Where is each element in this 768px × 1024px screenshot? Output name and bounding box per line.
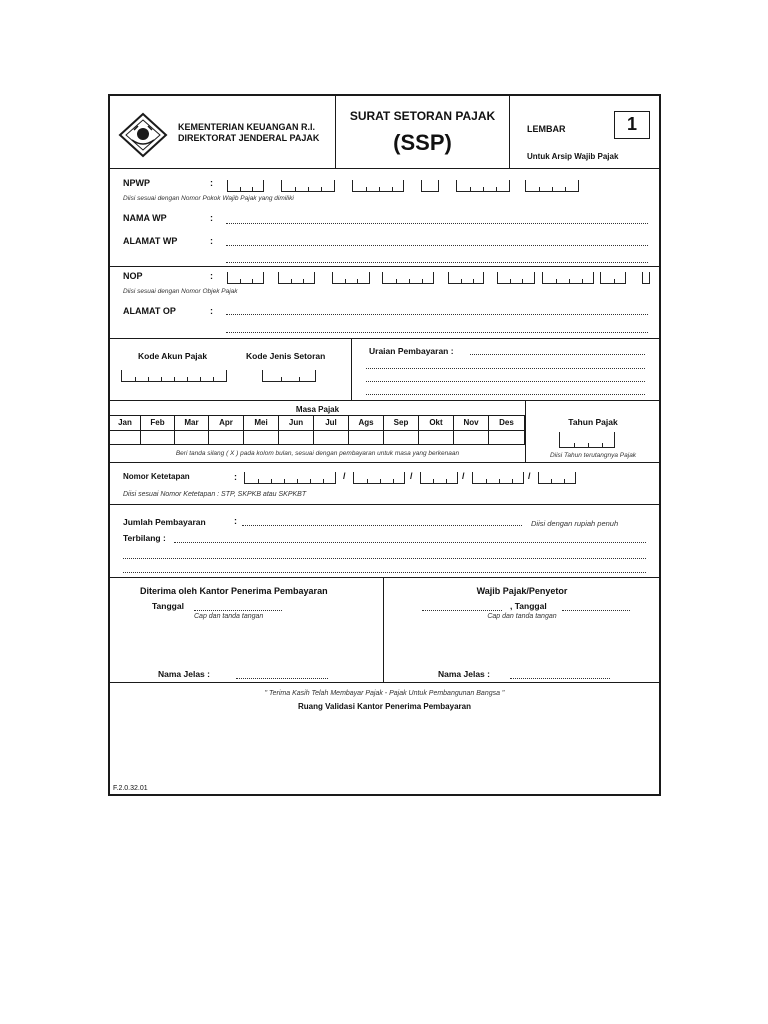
penerima-nama-jelas-label: Nama Jelas : <box>158 669 210 679</box>
month-apr: Apr <box>209 416 244 430</box>
uraian-field-4[interactable] <box>366 394 645 395</box>
alamat-wp-label: ALAMAT WP <box>123 236 178 246</box>
ketetapan-box-3[interactable] <box>420 472 458 484</box>
ketetapan-box-4[interactable] <box>472 472 524 484</box>
npwp-label: NPWP <box>123 178 150 188</box>
month-cell-mar[interactable] <box>175 430 209 444</box>
npwp-box-1[interactable] <box>227 180 264 192</box>
month-cell-jun[interactable] <box>279 430 314 444</box>
nop-box-6[interactable] <box>497 272 535 284</box>
wajib-pajak-place-field[interactable] <box>422 610 502 611</box>
directorate-name: DIREKTORAT JENDERAL PAJAK <box>178 133 320 143</box>
wajib-pajak-title: Wajib Pajak/Penyetor <box>476 586 568 596</box>
uraian-field-3[interactable] <box>366 381 645 382</box>
npwp-box-6[interactable] <box>525 180 579 192</box>
jumlah-pembayaran-field[interactable] <box>242 525 522 526</box>
npwp-hint: Diisi sesuai dengan Nomor Pokok Wajib Pajak yang dimiliki <box>123 195 294 202</box>
nama-wp-label: NAMA WP <box>123 213 167 223</box>
alamat-wp-field-2[interactable] <box>226 262 648 263</box>
tahun-pajak-box[interactable] <box>559 432 615 448</box>
nop-box-8[interactable] <box>600 272 626 284</box>
month-cell-jul[interactable] <box>314 430 349 444</box>
tahun-pajak-hint: Diisi Tahun terutangnya Pajak <box>549 452 637 459</box>
nop-hint: Diisi sesuai dengan Nomor Objek Pajak <box>123 288 238 295</box>
ketetapan-hint: Diisi sesuai Nomor Ketetapan : STP, SKPKB atau SKPKBT <box>123 491 307 498</box>
wajib-pajak-nama-jelas-label: Nama Jelas : <box>438 669 490 679</box>
ketetapan-box-5[interactable] <box>538 472 576 484</box>
tahun-pajak-label: Tahun Pajak <box>568 417 618 427</box>
month-nov: Nov <box>454 416 489 430</box>
uraian-field-1[interactable] <box>470 354 645 355</box>
kode-jenis-box[interactable] <box>262 370 316 382</box>
nop-box-7[interactable] <box>542 272 594 284</box>
ssp-form: KEMENTERIAN KEUANGAN R.I. DIREKTORAT JENDERAL PAJAK SURAT SETORAN PAJAK (SSP) LEMBAR 1 Untuk Arsip Wajib Pajak NPWP : Diisi sesuai dengan Nomor Pokok Wajib Pajak yang dimiliki NAMA WP : ALAMAT WP : NOP : Diisi sesuai dengan Nomor Objek Pajak ALAMAT OP : Kode Akun Pajak Kode Jenis Setoran Uraian Pembayaran : Masa Pajak Jan Feb Mar Apr Mei Jun Jul Ags Sep Okt Nov Des Beri tanda silang ( X ) pada kolom bulan, sesuai dengan pembayaran untuk masa yang berkenaan Tahun Pajak Diisi Tahun terutangnya Pajak Nomor Ketetapan : / / / / Diisi sesuai Nomor Ketetapan : STP, SKPKB atau SKPKBT Jumlah Pembayaran : Diisi dengan rupiah penuh Terbilang : Diterima oleh Kantor Penerima Pembayaran Tanggal Cap dan tanda tangan Nama Jelas : Wajib Pajak/Penyetor , Tanggal Cap dan tanda tangan Nama Jelas : " Terima Kasih Telah Membayar Pajak - Pajak Untuk Pembangunan Bangsa " Ruang Validasi Kantor Penerima Pembayaran F.2.0.32.01 <box>108 94 661 796</box>
masa-pajak-label: Masa Pajak <box>295 405 340 414</box>
nop-box-9[interactable] <box>642 272 650 284</box>
wajib-pajak-tanggal-label: , Tanggal <box>510 601 547 611</box>
penerima-nama-jelas-field[interactable] <box>236 678 328 679</box>
nop-box-2[interactable] <box>278 272 315 284</box>
wajib-pajak-cap-hint: Cap dan tanda tangan <box>487 613 557 620</box>
djp-logo <box>118 112 168 158</box>
penerima-tanggal-field[interactable] <box>194 610 282 611</box>
month-cell-apr[interactable] <box>209 430 244 444</box>
month-cell-mei[interactable] <box>244 430 279 444</box>
month-sep: Sep <box>384 416 419 430</box>
ketetapan-box-1[interactable] <box>244 472 336 484</box>
month-okt: Okt <box>419 416 454 430</box>
npwp-box-3[interactable] <box>352 180 404 192</box>
month-cell-ags[interactable] <box>349 430 384 444</box>
nomor-ketetapan-label: Nomor Ketetapan <box>123 472 190 481</box>
month-des: Des <box>489 416 525 430</box>
footer-quote: " Terima Kasih Telah Membayar Pajak - Pajak Untuk Pembangunan Bangsa " <box>264 690 505 697</box>
terbilang-field-2[interactable] <box>123 558 646 559</box>
alamat-wp-field-1[interactable] <box>226 245 648 246</box>
kode-jenis-label: Kode Jenis Setoran <box>246 351 326 361</box>
masa-pajak-hint: Beri tanda silang ( X ) pada kolom bulan, sesuai dengan pembayaran untuk masa yang berkenaan <box>175 450 460 457</box>
month-mei: Mei <box>244 416 279 430</box>
nop-box-3[interactable] <box>332 272 370 284</box>
validation-area-label: Ruang Validasi Kantor Penerima Pembayaran <box>298 702 471 711</box>
npwp-box-2[interactable] <box>281 180 335 192</box>
form-title: SURAT SETORAN PAJAK <box>349 109 496 123</box>
ketetapan-box-2[interactable] <box>353 472 405 484</box>
month-cell-feb[interactable] <box>141 430 175 444</box>
month-ags: Ags <box>349 416 384 430</box>
kode-akun-label: Kode Akun Pajak <box>138 351 208 361</box>
alamat-op-field-2[interactable] <box>226 332 648 333</box>
ministry-name: KEMENTERIAN KEUANGAN R.I. <box>178 122 316 132</box>
uraian-field-2[interactable] <box>366 368 645 369</box>
lembar-number: 1 <box>614 111 650 139</box>
form-id: F.2.0.32.01 <box>113 785 148 792</box>
npwp-box-5[interactable] <box>456 180 510 192</box>
terbilang-label: Terbilang : <box>123 533 166 543</box>
month-jan: Jan <box>110 416 141 430</box>
penerima-cap-hint: Cap dan tanda tangan <box>194 613 264 620</box>
wajib-pajak-nama-jelas-field[interactable] <box>510 678 610 679</box>
month-feb: Feb <box>141 416 175 430</box>
month-jul: Jul <box>314 416 349 430</box>
month-cell-sep[interactable] <box>384 430 419 444</box>
terbilang-field-3[interactable] <box>123 572 646 573</box>
month-cell-jan[interactable] <box>110 430 141 444</box>
month-jun: Jun <box>279 416 314 430</box>
wajib-pajak-tanggal-field[interactable] <box>562 610 630 611</box>
jumlah-hint: Diisi dengan rupiah penuh <box>531 519 619 528</box>
nop-box-1[interactable] <box>227 272 264 284</box>
month-mar: Mar <box>175 416 209 430</box>
penerima-title: Diterima oleh Kantor Penerima Pembayaran <box>140 586 328 596</box>
kode-akun-box[interactable] <box>121 370 227 382</box>
terbilang-field-1[interactable] <box>174 542 646 543</box>
alamat-op-field-1[interactable] <box>226 314 648 315</box>
lembar-note: Untuk Arsip Wajib Pajak <box>527 152 619 161</box>
nop-box-4[interactable] <box>382 272 434 284</box>
nama-wp-field[interactable] <box>226 223 648 224</box>
uraian-label: Uraian Pembayaran : <box>369 346 454 356</box>
jumlah-pembayaran-label: Jumlah Pembayaran <box>123 517 206 527</box>
penerima-tanggal-label: Tanggal <box>152 601 184 611</box>
month-cell-des[interactable] <box>489 430 525 444</box>
lembar-label: LEMBAR <box>527 124 566 134</box>
nop-box-5[interactable] <box>448 272 484 284</box>
alamat-op-label: ALAMAT OP <box>123 306 176 316</box>
month-cell-okt[interactable] <box>419 430 454 444</box>
form-code: (SSP) <box>393 130 452 155</box>
nop-label: NOP <box>123 271 143 281</box>
npwp-box-4[interactable] <box>421 180 439 192</box>
month-cell-nov[interactable] <box>454 430 489 444</box>
